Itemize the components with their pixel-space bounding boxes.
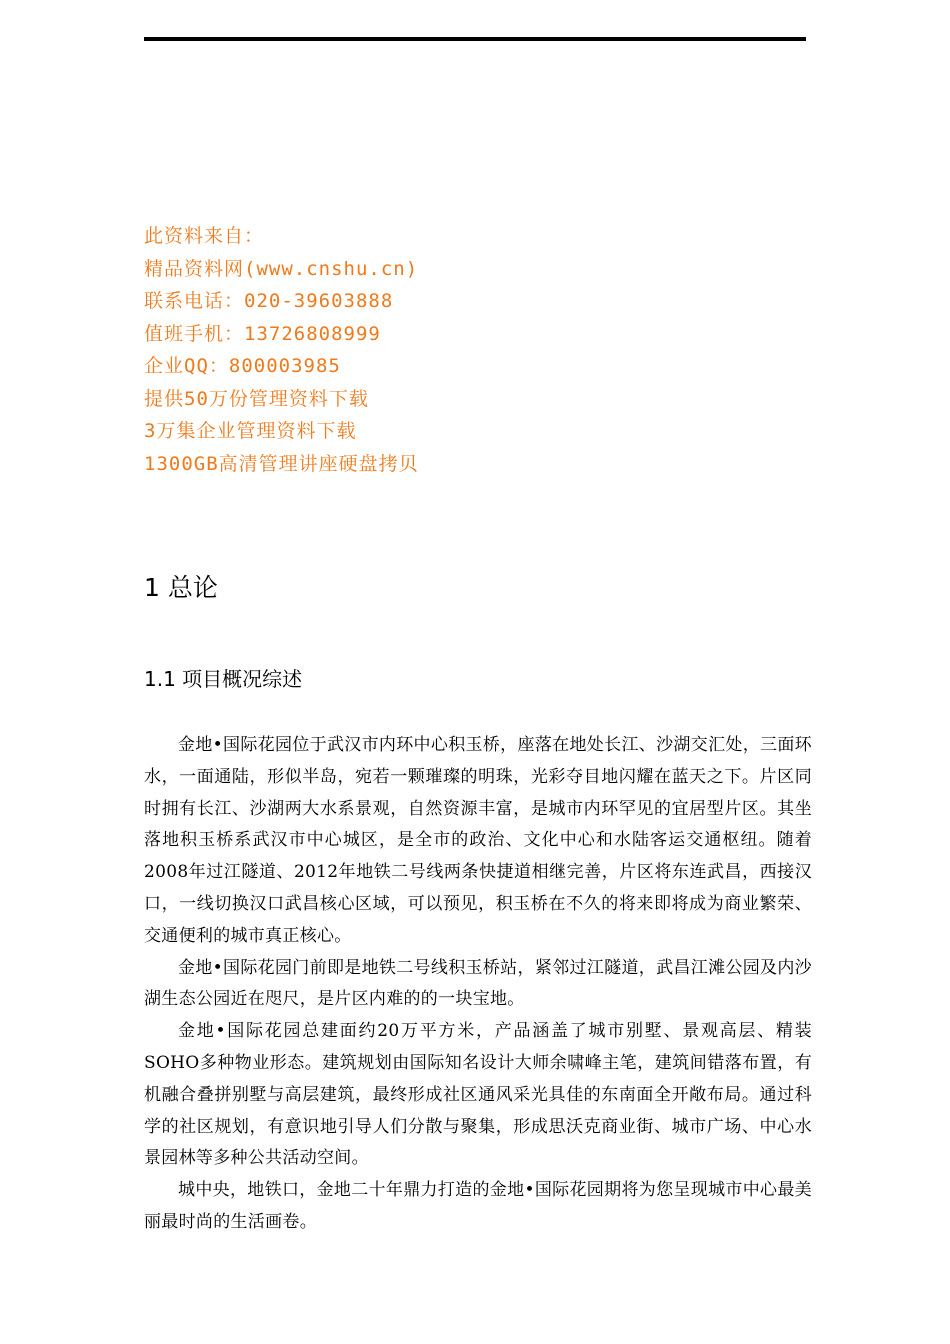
promo-phone: 联系电话：020-39603888	[144, 290, 394, 312]
section-heading: 1 总论	[144, 573, 218, 602]
promo-source-label: 此资料来自：	[144, 225, 265, 247]
promo-offer-1: 提供50万份管理资料下载	[144, 387, 369, 410]
promo-offer-3: 1300GB高清管理讲座硬盘拷贝	[144, 452, 419, 475]
header-rule	[144, 37, 806, 41]
promo-qq: 企业QQ：800003985	[144, 355, 341, 377]
paragraph: 金地•国际花园位于武汉市内环中心积玉桥，座落在地处长江、沙湖交汇处，三面环水，一面通陆，形似半岛，宛若一颗璀璨的明珠，光彩夺目地闪耀在蓝天之下。片区同时拥有长江、沙湖两大水系景观，自然资源丰富，是城市内环罕见的宜居型片区。其坐落地积玉桥系武汉市中心城区，是全市的政治、文化中心和水陆客运交通枢纽。随着2008年过江隧道、2012年地铁二号线两条快捷道相继完善，片区将东连武昌，西接汉口，一线切换汉口武昌核心区域，可以预见，积玉桥在不久的将来即将成为商业繁荣、交通便利的城市真正核心。	[144, 735, 812, 946]
paragraph: 金地•国际花园总建面约20万平方米，产品涵盖了城市别墅、景观高层、精装SOHO多种物业形态。建筑规划由国际知名设计大师余啸峰主笔，建筑间错落布置，有机融合叠拼别墅与高层建筑，最终形成社区通风采光具佳的东南面全开敞布局。通过科学的社区规划，有意识地引导人们分散与聚集，形成思沃克商业街、城市广场、中心水景园林等多种公共活动空间。	[144, 1021, 812, 1169]
subsection-heading: 1.1 项目概况综述	[144, 667, 303, 691]
body-text	[144, 730, 812, 1239]
promo-mobile: 值班手机：13726808999	[144, 322, 381, 345]
promo-offer-2: 3万集企业管理资料下载	[144, 420, 357, 442]
paragraph: 金地•国际花园门前即是地铁二号线积玉桥站，紧邻过江隧道，武昌江滩公园及内沙湖生态公园近在咫尺，是片区内难的的一块宝地。	[144, 957, 812, 1010]
paragraph: 城中央，地铁口，金地二十年鼎力打造的金地•国际花园期将为您呈现城市中心最美丽最时尚的生活画卷。	[144, 1180, 812, 1232]
promo-block	[144, 220, 804, 480]
promo-website: 精品资料网(www.cnshu.cn)	[144, 257, 419, 280]
